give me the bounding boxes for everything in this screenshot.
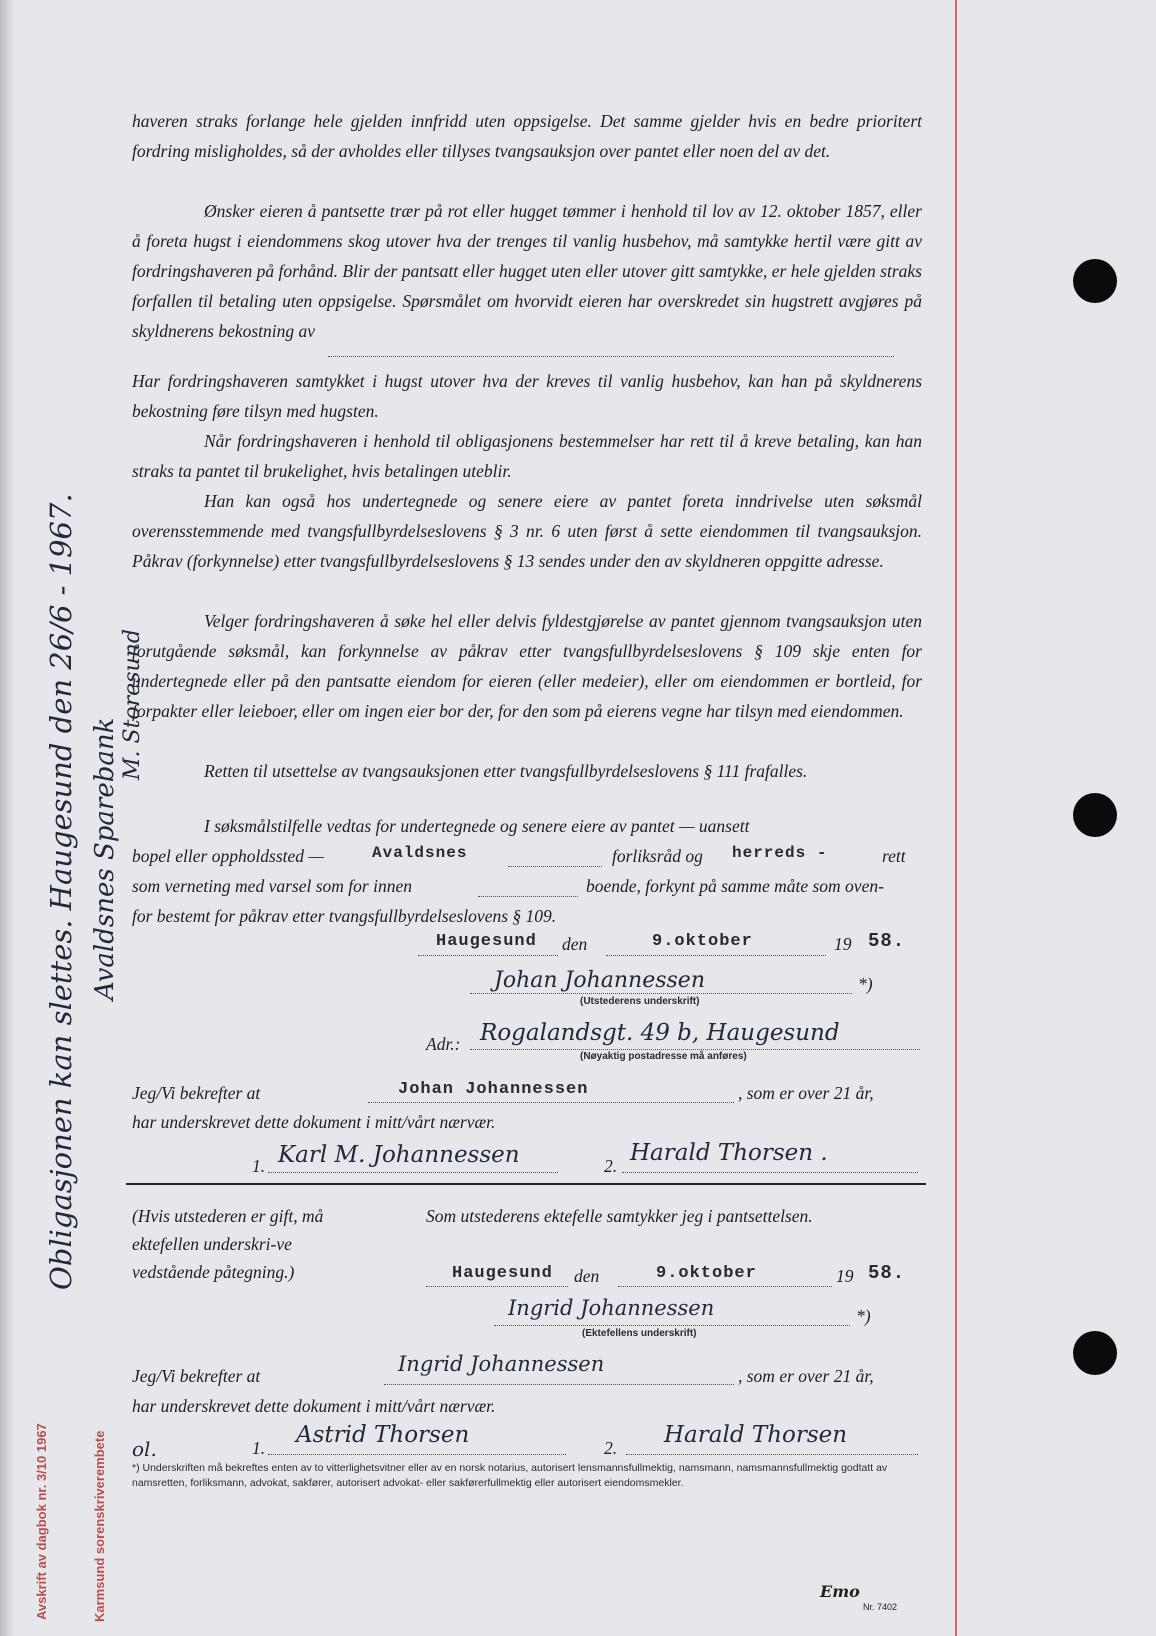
spouse-caption: (Ektefellens underskrift) — [582, 1328, 697, 1339]
witness-confirm-label: Jeg/Vi bekrefter at — [132, 1083, 261, 1103]
spouse-asterisk: *) — [856, 1306, 871, 1326]
spouse-witness-2-signature: Harald Thorsen — [664, 1422, 848, 1448]
punch-hole-middle — [1073, 793, 1117, 837]
dotted-line-address — [470, 1049, 920, 1050]
dotted-line-spouse-confirm — [384, 1384, 734, 1385]
witness-2-signature: Harald Thorsen . — [630, 1140, 828, 1166]
dotted-line-bekostning — [328, 356, 894, 357]
paragraph-1: haveren straks forlange hele gjelden innfridd uten oppsigelse. Det samme gjelder hvis en bedre prioritert fordring misligholdes, så der avholdes eller tillyses tvangsauksjon over pantet eller noen del av det. — [132, 111, 922, 161]
verneting-line-1: I søksmålstilfelle vedtas for undertegnede og senere eiere av pantet — uansett — [204, 816, 750, 836]
printer-number: Nr. 7402 — [863, 1602, 898, 1612]
issuer-caption: (Utstederens underskrift) — [580, 996, 700, 1007]
spouse-year-prefix: 19 — [836, 1266, 854, 1286]
dotted-line-place — [508, 866, 602, 867]
dotted-line-spouse-date — [618, 1286, 832, 1287]
dotted-line-spouse-witness-2 — [626, 1454, 918, 1455]
stamp-line-1: Avskrift av dagbok nr. 3/10 1967 — [34, 1423, 49, 1620]
verneting-forliksrad: forliksråd og — [612, 846, 703, 866]
spouse-witness-1-number: 1. — [252, 1438, 266, 1458]
spouse-confirm-name: Ingrid Johannessen — [398, 1352, 605, 1376]
paragraph-2: Ønsker eieren å pantsette trær på rot eller hugget tømmer i henhold til lov av 12. oktober 1857, eller å foreta hugst i eiendommens skog utover hva der trenges til vanlig husbehov, må samtykke hertil være gitt av fordringshaveren på forhånd. Blir der pantsatt eller hugget uten eller utover gitt samtykke, er hele gjelden straks forfallen til betaling uten oppsigelse. Spørsmålet om hvorvidt eieren har overskredet sin hugstrett avgjøres på skyldnerens bekostning av — [132, 201, 922, 341]
punch-hole-top — [1073, 259, 1117, 303]
verneting-line3-b: boende, forkynt på samme måte som oven- — [586, 876, 884, 896]
spouse-den: den — [574, 1266, 600, 1286]
sign-year-prefix: 19 — [834, 934, 852, 954]
spouse-witness-initials: ol. — [132, 1437, 157, 1461]
spouse-confirm-line2: har underskrevet dette dokument i mitt/vårt nærvær. — [132, 1396, 496, 1416]
spouse-note: (Hvis utstederen er gift, må ektefellen underskri-ve vedstående påtegning.) — [132, 1206, 324, 1282]
verneting-bopel-label: bopel eller oppholdssted — — [132, 846, 324, 866]
sign-date: 9.oktober — [652, 932, 753, 951]
sign-den: den — [562, 934, 588, 954]
spouse-witness-1-signature: Astrid Thorsen — [296, 1422, 470, 1448]
dotted-line-witness-1 — [268, 1172, 558, 1173]
margin-red-line — [955, 0, 957, 1636]
verneting-rett: rett — [882, 846, 906, 866]
address-label: Adr.: — [426, 1034, 461, 1054]
section-divider — [126, 1183, 926, 1185]
witness-confirm-age: , som er over 21 år, — [738, 1083, 874, 1103]
issuer-asterisk: *) — [858, 974, 873, 994]
witness-2-number: 2. — [604, 1156, 618, 1176]
spouse-confirm-age: , som er over 21 år, — [738, 1366, 874, 1386]
stamp-line-2: Karmsund sorenskriverembete — [92, 1430, 107, 1622]
paragraph-3: Har fordringshaveren samtykket i hugst utover hva der kreves til vanlig husbehov, kan han på skyldnerens bekostning føre tilsyn med hugsten. — [132, 371, 922, 421]
dotted-line-witness-2 — [622, 1172, 918, 1173]
spouse-witness-2-number: 2. — [604, 1438, 618, 1458]
punch-hole-bottom — [1073, 1331, 1117, 1375]
spouse-year-suffix: 58. — [868, 1262, 906, 1284]
paragraph-4: Når fordringshaveren i henhold til obligasjonens bestemmelser har rett til å kreve betaling, kan han straks ta pantet til brukelighet, hvis betalingen uteblir. — [132, 431, 922, 481]
dotted-line-issuer-signature — [470, 993, 852, 994]
paragraph-7: Retten til utsettelse av tvangsauksjonen etter tvangsfullbyrdelseslovens § 111 frafalles. — [204, 761, 808, 781]
dotted-line-sign-place — [418, 955, 558, 956]
dotted-line-spouse-place — [426, 1286, 568, 1287]
footnote: *) Underskriften må bekreftes enten av to vitterlighetsvitner eller av en norsk notarius, autorisert lensmannsfullmektig, namsmann, namsmannsfullmektig godtatt av namsretten, forliksmann, advokat, sakfører, autorisert advokat- eller sakførerfullmektig eller autorisert eiendomsmekler. — [132, 1462, 888, 1489]
issuer-signature: Johan Johannessen — [494, 968, 705, 993]
sign-place: Haugesund — [436, 932, 537, 951]
witness-confirm-name: Johan Johannessen — [398, 1080, 589, 1099]
verneting-line4: for bestemt for påkrav etter tvangsfullbyrdelseslovens § 109. — [132, 906, 557, 926]
sign-year-suffix: 58. — [868, 930, 906, 952]
printer-mark: Emo — [820, 1582, 860, 1601]
verneting-place: Avaldsnes — [372, 844, 468, 862]
dotted-line-spouse-witness-1 — [268, 1454, 566, 1455]
margin-note-line-3: M. Storesund — [120, 629, 145, 780]
paragraph-6: Velger fordringshaveren å søke hel eller delvis fyldestgjørelse av pantet gjennom tvangsauksjon uten forutgående søksmål, kan forkynnelse av påkrav etter tvangsfullbyrdelseslovens § 109 skje enten for undertegnede eller på den pantsatte eiendom for eieren (eller medeier), eller om eiendommen er bortleid, for forpakter eller leieboer, eller om ingen eier bor der, for den som på eierens vegne har tilsyn med eiendommen. — [132, 611, 922, 721]
verneting-line3-a: som verneting med varsel som for innen — [132, 876, 412, 896]
address-caption: (Nøyaktig postadresse må anføres) — [580, 1051, 747, 1062]
dotted-line-spouse-signature — [494, 1325, 850, 1326]
witness-confirm-line2: har underskrevet dette dokument i mitt/vårt nærvær. — [132, 1112, 496, 1132]
spouse-signature: Ingrid Johannessen — [508, 1296, 715, 1320]
spouse-place: Haugesund — [452, 1264, 553, 1283]
spouse-consent: Som utstederens ektefelle samtykker jeg i pantsettelsen. — [426, 1206, 813, 1226]
dotted-line-sign-date — [606, 955, 826, 956]
verneting-herreds: herreds - — [732, 844, 828, 862]
dotted-line-innen — [478, 896, 578, 897]
dotted-line-confirm-name — [368, 1102, 734, 1103]
spouse-confirm-label: Jeg/Vi bekrefter at — [132, 1366, 261, 1386]
paragraph-5: Han kan også hos undertegnede og senere eiere av pantet foreta inndrivelse uten søksmål overensstemmende med tvangsfullbyrdelseslovens § 3 nr. 6 uten først å sette eiendommen til tvangsauksjon. Påkrav (forkynnelse) etter tvangsfullbyrdelseslovens § 13 sendes under den av skyldneren oppgitte adresse. — [132, 491, 922, 571]
spouse-date: 9.oktober — [656, 1264, 757, 1283]
margin-note-line-1: Obligasjonen kan slettes. Haugesund den 26/6 - 1967. — [44, 493, 78, 1290]
margin-note-line-2: Avaldsnes Sparebank — [90, 717, 120, 1000]
witness-1-number: 1. — [252, 1156, 266, 1176]
page-edge-shadow — [0, 0, 14, 1636]
address-value: Rogalandsgt. 49 b, Haugesund — [480, 1020, 840, 1046]
witness-1-signature: Karl M. Johannessen — [278, 1142, 520, 1168]
